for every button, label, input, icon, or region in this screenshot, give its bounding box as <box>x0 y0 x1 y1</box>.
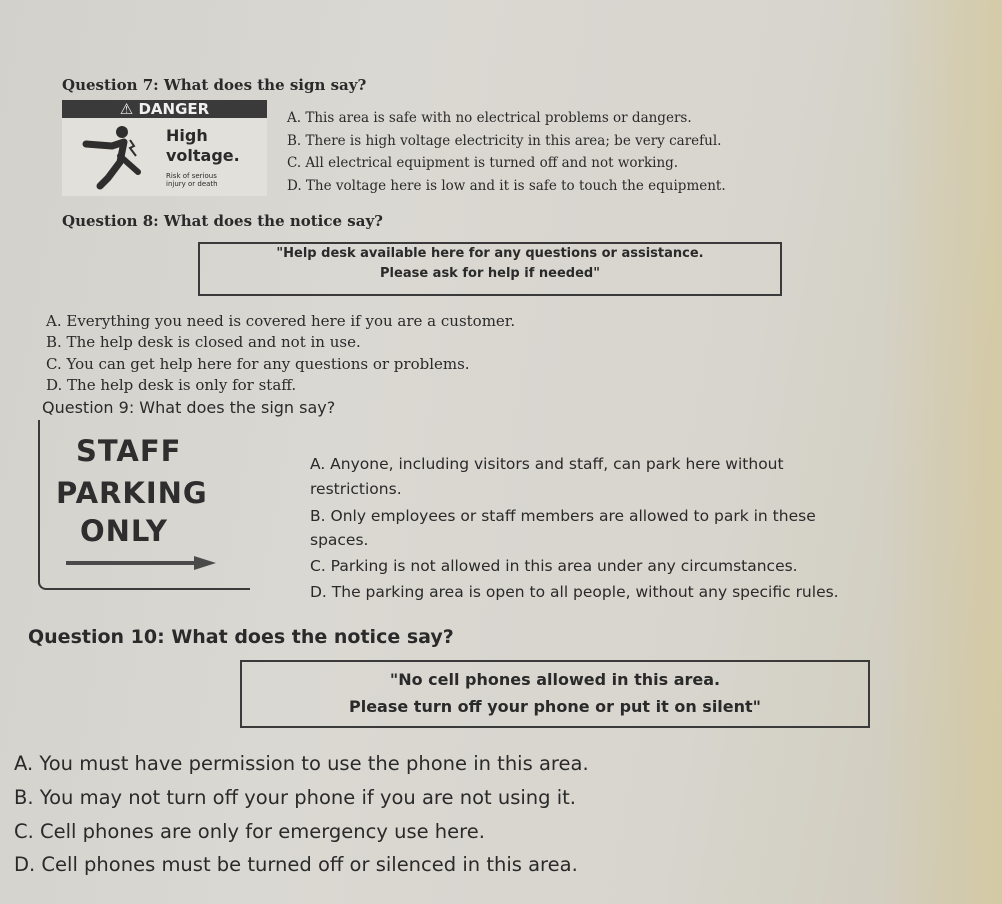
parking-sign-line-2: PARKING <box>56 476 208 510</box>
question-7-option-a: A. This area is safe with no electrical problems or dangers. <box>287 110 692 126</box>
danger-sign-line-1: High <box>166 126 208 145</box>
arrow-right-icon <box>66 556 216 570</box>
question-8-option-d: D. The help desk is only for staff. <box>46 376 297 394</box>
question-10-title: Question 10: What does the notice say? <box>28 626 454 648</box>
help-desk-notice-line-1: "Help desk available here for any questions or assistance. <box>276 246 704 261</box>
parking-sign-line-3: ONLY <box>80 514 168 548</box>
question-9-option-c: C. Parking is not allowed in this area under any circumstances. <box>310 557 798 575</box>
question-10-option-b: B. You may not turn off your phone if you are not using it. <box>14 786 576 809</box>
help-desk-notice-line-2: Please ask for help if needed" <box>380 266 600 281</box>
question-10-option-c: C. Cell phones are only for emergency use here. <box>14 820 485 843</box>
question-7-option-b: B. There is high voltage electricity in this area; be very careful. <box>287 133 722 149</box>
question-9-option-a-line-2: restrictions. <box>310 480 402 498</box>
help-desk-notice <box>198 242 782 296</box>
staff-parking-sign <box>38 420 250 590</box>
danger-sign-line-2: voltage. <box>166 146 240 165</box>
cell-phone-notice-line-2: Please turn off your phone or put it on silent" <box>348 697 762 716</box>
question-9-option-a-line-1: A. Anyone, including visitors and staff, can park here without <box>310 455 784 473</box>
parking-sign-line-1: STAFF <box>76 434 182 468</box>
question-9-option-b-line-2: spaces. <box>310 531 369 549</box>
question-8-option-b: B. The help desk is closed and not in use. <box>46 333 361 351</box>
question-8-option-c: C. You can get help here for any questions or problems. <box>46 355 470 373</box>
danger-sign <box>62 100 267 196</box>
question-10-option-a: A. You must have permission to use the phone in this area. <box>14 752 589 775</box>
electrocution-figure-icon <box>78 122 148 192</box>
danger-sign-header: ⚠ DANGER <box>62 100 267 118</box>
cell-phone-notice-line-1: "No cell phones allowed in this area. <box>389 670 721 689</box>
question-8-option-a: A. Everything you need is covered here if you are a customer. <box>46 312 516 330</box>
danger-sign-small-1: Risk of serious <box>166 172 217 180</box>
question-7-option-c: C. All electrical equipment is turned off and not working. <box>287 155 679 171</box>
cell-phone-notice <box>240 660 870 728</box>
question-9-option-d: D. The parking area is open to all people, without any specific rules. <box>310 583 839 601</box>
paper-edge-shadow <box>882 0 1002 904</box>
question-9-option-b-line-1: B. Only employees or staff members are allowed to park in these <box>310 507 816 525</box>
question-10-option-d: D. Cell phones must be turned off or silenced in this area. <box>14 853 578 876</box>
question-7-option-d: D. The voltage here is low and it is safe to touch the equipment. <box>287 178 726 194</box>
question-9-title: Question 9: What does the sign say? <box>42 398 336 417</box>
danger-sign-small-2: injury or death <box>166 180 218 188</box>
question-8-title: Question 8: What does the notice say? <box>62 212 383 230</box>
question-7-title: Question 7: What does the sign say? <box>62 76 367 94</box>
